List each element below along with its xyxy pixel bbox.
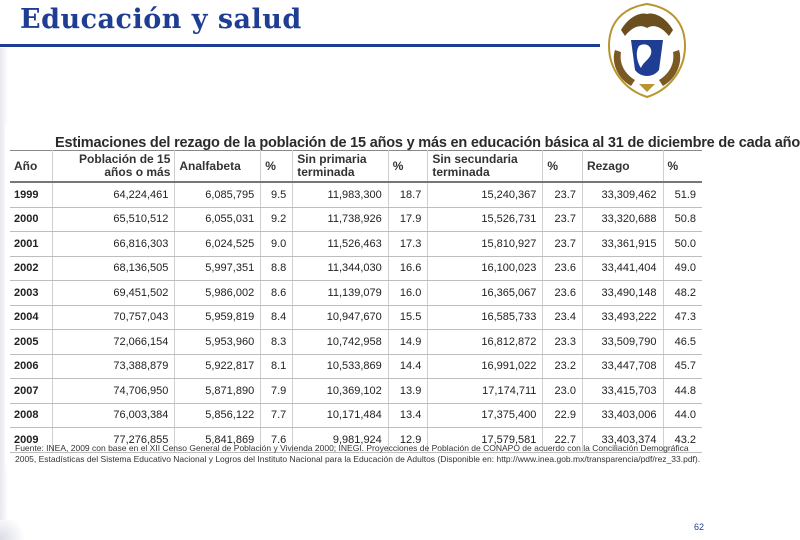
table-cell: 33,509,790 bbox=[582, 330, 663, 355]
table-cell: 16,100,023 bbox=[428, 256, 543, 281]
table-image bbox=[5, 125, 800, 465]
table-cell: 2009 bbox=[10, 428, 53, 453]
corner-decoration bbox=[0, 520, 30, 540]
table-cell: 2008 bbox=[10, 403, 53, 428]
table-cell: 23.4 bbox=[543, 305, 583, 330]
table-cell: 7.7 bbox=[261, 403, 293, 428]
table-row bbox=[10, 330, 702, 355]
table-cell: 5,953,960 bbox=[175, 330, 261, 355]
table-cell: 2003 bbox=[10, 281, 53, 306]
table-row bbox=[10, 232, 702, 257]
table-cell: 33,309,462 bbox=[582, 182, 663, 207]
col-pct-secondary: % bbox=[543, 151, 583, 183]
table-cell: 7.9 bbox=[261, 379, 293, 404]
table-cell: 33,493,222 bbox=[582, 305, 663, 330]
table-cell: 23.0 bbox=[543, 379, 583, 404]
table-cell: 23.2 bbox=[543, 354, 583, 379]
table-cell: 15,526,731 bbox=[428, 207, 543, 232]
table-cell: 33,490,148 bbox=[582, 281, 663, 306]
table-cell: 17,375,400 bbox=[428, 403, 543, 428]
table-cell: 23.6 bbox=[543, 256, 583, 281]
table-cell: 11,738,926 bbox=[293, 207, 389, 232]
source-note: Fuente: INEA, 2009 con base en el XII Censo General de Población y Vivienda 2000; INEGI. Proyecciones de Población de CONAPO de acuerdo con la Conciliación Demográfica 2005, Estadísticas del Sistema Educativo Nacional y Logros del Instituto Nacional para la Educación de Adultos (Disponible en: http://www.inea.gob.mx/transparencia/pdf/rez_33.pdf). bbox=[15, 443, 701, 464]
table-cell: 1999 bbox=[10, 182, 53, 207]
table-cell: 15,240,367 bbox=[428, 182, 543, 207]
table-cell: 11,526,463 bbox=[293, 232, 389, 257]
table-cell: 8.1 bbox=[261, 354, 293, 379]
table-cell: 68,136,505 bbox=[53, 256, 175, 281]
table-cell: 23.3 bbox=[543, 330, 583, 355]
unam-seal-icon bbox=[601, 0, 693, 100]
table-cell: 8.3 bbox=[261, 330, 293, 355]
table-cell: 17.9 bbox=[388, 207, 428, 232]
table-cell: 8.8 bbox=[261, 256, 293, 281]
table-cell: 13.4 bbox=[388, 403, 428, 428]
table-cell: 50.8 bbox=[663, 207, 702, 232]
table-cell: 74,706,950 bbox=[53, 379, 175, 404]
page-number: 62 bbox=[693, 522, 704, 532]
col-no-secondary: Sin secundaria terminada bbox=[428, 151, 543, 183]
table-cell: 15.5 bbox=[388, 305, 428, 330]
table-cell: 43.2 bbox=[663, 428, 702, 453]
table-cell: 7.6 bbox=[261, 428, 293, 453]
table-cell: 5,959,819 bbox=[175, 305, 261, 330]
table-cell: 9.5 bbox=[261, 182, 293, 207]
table-cell: 66,816,303 bbox=[53, 232, 175, 257]
table-cell: 9,981,924 bbox=[293, 428, 389, 453]
table-cell: 70,757,043 bbox=[53, 305, 175, 330]
table-row bbox=[10, 182, 702, 207]
table-cell: 11,344,030 bbox=[293, 256, 389, 281]
col-illiterate: Analfabeta bbox=[175, 151, 261, 183]
table-row bbox=[10, 305, 702, 330]
table-cell: 9.2 bbox=[261, 207, 293, 232]
table-cell: 15,810,927 bbox=[428, 232, 543, 257]
table-cell: 10,533,869 bbox=[293, 354, 389, 379]
table-cell: 2000 bbox=[10, 207, 53, 232]
table-cell: 65,510,512 bbox=[53, 207, 175, 232]
table-row bbox=[10, 281, 702, 306]
table-cell: 2001 bbox=[10, 232, 53, 257]
table-cell: 2004 bbox=[10, 305, 53, 330]
slide-title: Educación y salud bbox=[20, 4, 302, 35]
table-cell: 44.0 bbox=[663, 403, 702, 428]
table-cell: 11,983,300 bbox=[293, 182, 389, 207]
title-underline bbox=[0, 44, 600, 47]
table-cell: 23.6 bbox=[543, 281, 583, 306]
col-no-primary: Sin primaria terminada bbox=[293, 151, 389, 183]
table-cell: 13.9 bbox=[388, 379, 428, 404]
table-cell: 14.4 bbox=[388, 354, 428, 379]
table-cell: 16,365,067 bbox=[428, 281, 543, 306]
table-cell: 2006 bbox=[10, 354, 53, 379]
col-population: Población de 15 años o más bbox=[53, 151, 175, 183]
table-cell: 33,403,374 bbox=[582, 428, 663, 453]
table-cell: 72,066,154 bbox=[53, 330, 175, 355]
table-cell: 17.3 bbox=[388, 232, 428, 257]
table-cell: 16.6 bbox=[388, 256, 428, 281]
table-header-row bbox=[10, 151, 702, 183]
table-cell: 17,174,711 bbox=[428, 379, 543, 404]
table-cell: 33,447,708 bbox=[582, 354, 663, 379]
table-cell: 5,856,122 bbox=[175, 403, 261, 428]
table-cell: 45.7 bbox=[663, 354, 702, 379]
table-cell: 44.8 bbox=[663, 379, 702, 404]
table-cell: 18.7 bbox=[388, 182, 428, 207]
table-cell: 33,415,703 bbox=[582, 379, 663, 404]
table-cell: 10,171,484 bbox=[293, 403, 389, 428]
table-cell: 17,579,581 bbox=[428, 428, 543, 453]
table-cell: 11,139,079 bbox=[293, 281, 389, 306]
table-cell: 23.7 bbox=[543, 182, 583, 207]
table-cell: 5,841,869 bbox=[175, 428, 261, 453]
table-cell: 46.5 bbox=[663, 330, 702, 355]
table-cell: 14.9 bbox=[388, 330, 428, 355]
table-cell: 22.7 bbox=[543, 428, 583, 453]
table-cell: 5,871,890 bbox=[175, 379, 261, 404]
table-cell: 5,997,351 bbox=[175, 256, 261, 281]
col-pct-lag: % bbox=[663, 151, 702, 183]
table-cell: 5,922,817 bbox=[175, 354, 261, 379]
table-row bbox=[10, 207, 702, 232]
table-cell: 16,812,872 bbox=[428, 330, 543, 355]
table-cell: 23.7 bbox=[543, 207, 583, 232]
table-cell: 8.4 bbox=[261, 305, 293, 330]
table-cell: 51.9 bbox=[663, 182, 702, 207]
table-row bbox=[10, 354, 702, 379]
table-cell: 6,024,525 bbox=[175, 232, 261, 257]
table-cell: 33,441,404 bbox=[582, 256, 663, 281]
table-cell: 6,085,795 bbox=[175, 182, 261, 207]
col-year: Año bbox=[10, 151, 53, 183]
table-cell: 2005 bbox=[10, 330, 53, 355]
table-cell: 47.3 bbox=[663, 305, 702, 330]
table-cell: 77,276,855 bbox=[53, 428, 175, 453]
table-row bbox=[10, 379, 702, 404]
table-cell: 16,585,733 bbox=[428, 305, 543, 330]
table-cell: 22.9 bbox=[543, 403, 583, 428]
table-cell: 16.0 bbox=[388, 281, 428, 306]
col-lag: Rezago bbox=[582, 151, 663, 183]
table-row bbox=[10, 256, 702, 281]
table-cell: 33,320,688 bbox=[582, 207, 663, 232]
table-cell: 5,986,002 bbox=[175, 281, 261, 306]
table-cell: 50.0 bbox=[663, 232, 702, 257]
table-row bbox=[10, 403, 702, 428]
table-cell: 49.0 bbox=[663, 256, 702, 281]
table-cell: 64,224,461 bbox=[53, 182, 175, 207]
table-title: Estimaciones del rezago de la población de 15 años y más en educación básica al 31 de diciembre de cada año bbox=[55, 135, 800, 151]
table-cell: 23.7 bbox=[543, 232, 583, 257]
table-cell: 48.2 bbox=[663, 281, 702, 306]
table-cell: 69,451,502 bbox=[53, 281, 175, 306]
table-cell: 10,369,102 bbox=[293, 379, 389, 404]
table-cell: 6,055,031 bbox=[175, 207, 261, 232]
col-pct-primary: % bbox=[388, 151, 428, 183]
col-pct-illiterate: % bbox=[261, 151, 293, 183]
table-cell: 2007 bbox=[10, 379, 53, 404]
table-cell: 8.6 bbox=[261, 281, 293, 306]
table-cell: 33,403,006 bbox=[582, 403, 663, 428]
table-cell: 16,991,022 bbox=[428, 354, 543, 379]
education-lag-table bbox=[10, 150, 702, 453]
table-cell: 76,003,384 bbox=[53, 403, 175, 428]
table-cell: 10,947,670 bbox=[293, 305, 389, 330]
table-cell: 33,361,915 bbox=[582, 232, 663, 257]
table-cell: 12.9 bbox=[388, 428, 428, 453]
table-cell: 2002 bbox=[10, 256, 53, 281]
table-cell: 73,388,879 bbox=[53, 354, 175, 379]
table-cell: 10,742,958 bbox=[293, 330, 389, 355]
table-cell: 9.0 bbox=[261, 232, 293, 257]
